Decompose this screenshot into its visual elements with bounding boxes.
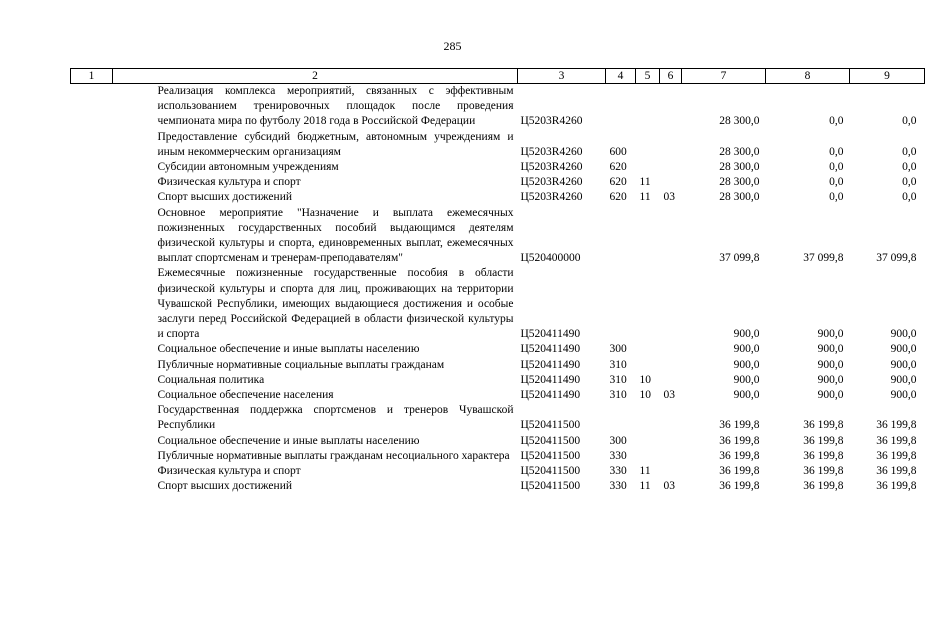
- row-value-9: 0,0: [902, 115, 917, 128]
- row-col5: 10: [639, 389, 651, 402]
- row-col4: 600: [609, 145, 627, 158]
- row-col6: [660, 206, 682, 267]
- row-value-8: 37 099,8: [803, 252, 844, 265]
- row-value-9: 36 199,8: [876, 480, 917, 493]
- row-name: Социальное обеспечение и иные выплаты населению: [157, 434, 420, 447]
- cell-empty: [71, 479, 113, 494]
- row-col6: 03: [663, 389, 675, 402]
- column-header: 9: [850, 69, 925, 84]
- row-code: Ц5203R4260: [520, 145, 583, 158]
- row-value-7: 900,0: [733, 373, 760, 386]
- row-code: Ц520411490: [520, 373, 581, 386]
- row-name: Социальное обеспечение и иные выплаты населению: [157, 343, 420, 356]
- row-col5: [636, 266, 660, 342]
- row-col4: [606, 266, 636, 342]
- row-code: Ц5203R4260: [520, 115, 583, 128]
- row-value-7: 900,0: [733, 389, 760, 402]
- row-value-8: 0,0: [829, 161, 844, 174]
- column-header: 8: [766, 69, 850, 84]
- row-col5: [636, 84, 660, 130]
- row-col6: [660, 342, 682, 357]
- header-row: [71, 69, 925, 84]
- row-name: Спорт высших достижений: [157, 480, 293, 493]
- table-row: [71, 175, 925, 190]
- row-code: Ц520400000: [520, 252, 581, 265]
- row-value-9: 37 099,8: [876, 252, 917, 265]
- cell-empty: [71, 358, 113, 373]
- row-value-8: 36 199,8: [803, 465, 844, 478]
- row-col4: 300: [609, 343, 627, 356]
- cell-empty: [71, 342, 113, 357]
- row-col5: 11: [639, 480, 651, 493]
- row-code: Ц520411500: [520, 419, 581, 432]
- table-row: [71, 206, 925, 267]
- budget-table: [70, 68, 925, 494]
- row-name: Социальная политика: [157, 373, 265, 386]
- column-header: 4: [606, 69, 636, 84]
- row-value-7: 28 300,0: [719, 176, 760, 189]
- row-value-8: 36 199,8: [803, 449, 844, 462]
- row-value-7: 28 300,0: [719, 145, 760, 158]
- row-col4: 300: [609, 434, 627, 447]
- row-col5: [636, 434, 660, 449]
- row-col4: [606, 403, 636, 433]
- table-row: [71, 342, 925, 357]
- row-value-9: 900,0: [890, 358, 917, 371]
- row-name: Публичные нормативные выплаты гражданам несоциального характера: [157, 449, 510, 462]
- row-col6: [660, 434, 682, 449]
- row-col6: [660, 449, 682, 464]
- row-value-7: 36 199,8: [719, 449, 760, 462]
- table-row: [71, 403, 925, 433]
- row-value-9: 900,0: [890, 328, 917, 341]
- row-value-8: 900,0: [817, 343, 844, 356]
- row-col6: [660, 266, 682, 342]
- row-value-7: 36 199,8: [719, 434, 760, 447]
- row-col6: [660, 464, 682, 479]
- row-col4: 310: [609, 389, 627, 402]
- row-code: Ц520411500: [520, 465, 581, 478]
- cell-empty: [71, 266, 113, 342]
- row-name: Спорт высших достижений: [157, 191, 293, 204]
- row-code: Ц520411490: [520, 389, 581, 402]
- cell-empty: [71, 373, 113, 388]
- row-col6: [660, 358, 682, 373]
- row-col5: [636, 130, 660, 160]
- row-code: Ц520411490: [520, 358, 581, 371]
- row-col6: [660, 84, 682, 130]
- table-row: [71, 388, 925, 403]
- row-col5: [636, 449, 660, 464]
- table-row: [71, 373, 925, 388]
- row-col4: 620: [609, 176, 627, 189]
- column-header: 1: [71, 69, 113, 84]
- row-name: Ежемесячные пожизненные государственные пособия в области физической культуры и спорта для лиц, проживающих на территории Чувашской Республики, имеющих выдающиеся достижения и особые заслуги перед Российской Федерацией в области физической культуры и спорта: [157, 267, 514, 341]
- row-col5: [636, 358, 660, 373]
- row-col5: 11: [639, 176, 651, 189]
- row-value-7: 900,0: [733, 343, 760, 356]
- row-value-7: 36 199,8: [719, 419, 760, 432]
- table-row: [71, 266, 925, 342]
- column-header: 3: [518, 69, 606, 84]
- row-value-7: 36 199,8: [719, 465, 760, 478]
- row-col6: [660, 373, 682, 388]
- cell-empty: [71, 130, 113, 160]
- row-code: Ц5203R4260: [520, 161, 583, 174]
- row-col5: [636, 403, 660, 433]
- table-row: [71, 358, 925, 373]
- row-col5: [636, 160, 660, 175]
- row-code: Ц520411490: [520, 343, 581, 356]
- row-col4: 620: [609, 191, 627, 204]
- cell-empty: [71, 206, 113, 267]
- column-header: 5: [636, 69, 660, 84]
- column-header: 6: [660, 69, 682, 84]
- row-col6: 03: [663, 191, 675, 204]
- cell-empty: [71, 403, 113, 433]
- table-row: [71, 160, 925, 175]
- row-value-9: 0,0: [902, 161, 917, 174]
- row-value-8: 900,0: [817, 358, 844, 371]
- row-code: Ц520411500: [520, 480, 581, 493]
- row-col6: [660, 175, 682, 190]
- row-code: Ц5203R4260: [520, 176, 583, 189]
- row-value-7: 900,0: [733, 328, 760, 341]
- page-number: 285: [443, 39, 462, 53]
- row-name: Реализация комплекса мероприятий, связанных с эффективным использованием тренировочных площадок после проведения чемпионата мира по футболу 2018 года в Российской Федерации: [157, 85, 514, 128]
- cell-empty: [71, 160, 113, 175]
- row-name: Физическая культура и спорт: [157, 176, 301, 189]
- row-col6: 03: [663, 480, 675, 493]
- cell-empty: [71, 84, 113, 130]
- row-col5: 10: [639, 373, 651, 386]
- row-name: Основное мероприятие "Назначение и выплата ежемесячных пожизненных государственных пособий выдающимся деятелям физической культуры и спорта, единовременных выплат, ежемесячных выплат спортсменам и тренерам-преподавателям": [157, 206, 514, 265]
- cell-empty: [71, 175, 113, 190]
- table-row: [71, 434, 925, 449]
- cell-empty: [71, 190, 113, 205]
- row-name: Публичные нормативные социальные выплаты гражданам: [157, 358, 445, 371]
- row-name: Физическая культура и спорт: [157, 465, 301, 478]
- row-value-8: 36 199,8: [803, 480, 844, 493]
- row-value-7: 28 300,0: [719, 115, 760, 128]
- column-header: 2: [113, 69, 518, 84]
- row-name: Социальное обеспечение населения: [157, 389, 334, 402]
- row-value-8: 900,0: [817, 328, 844, 341]
- row-col5: 11: [639, 191, 651, 204]
- column-header: 7: [682, 69, 766, 84]
- cell-empty: [71, 464, 113, 479]
- row-col4: 310: [609, 358, 627, 371]
- cell-empty: [71, 434, 113, 449]
- row-value-7: 28 300,0: [719, 161, 760, 174]
- row-value-8: 0,0: [829, 176, 844, 189]
- row-value-9: 36 199,8: [876, 434, 917, 447]
- row-value-9: 36 199,8: [876, 419, 917, 432]
- row-value-9: 900,0: [890, 373, 917, 386]
- row-code: Ц520411490: [520, 328, 581, 341]
- row-col6: [660, 403, 682, 433]
- row-value-9: 36 199,8: [876, 449, 917, 462]
- row-value-8: 36 199,8: [803, 434, 844, 447]
- table-row: [71, 479, 925, 494]
- table-row: [71, 84, 925, 130]
- row-col4: 310: [609, 373, 627, 386]
- row-name: Субсидии автономным учреждениям: [157, 161, 339, 174]
- row-value-9: 900,0: [890, 343, 917, 356]
- row-value-8: 0,0: [829, 191, 844, 204]
- row-col4: [606, 206, 636, 267]
- row-code: Ц520411500: [520, 449, 581, 462]
- row-col5: [636, 342, 660, 357]
- row-col4: 330: [609, 449, 627, 462]
- row-col6: [660, 160, 682, 175]
- table-row: [71, 464, 925, 479]
- row-col4: 620: [609, 161, 627, 174]
- row-col6: [660, 130, 682, 160]
- row-name: Предоставление субсидий бюджетным, автономным учреждениям и иным некоммерческим организациям: [157, 130, 514, 158]
- row-code: Ц520411500: [520, 434, 581, 447]
- row-value-8: 900,0: [817, 373, 844, 386]
- row-code: Ц5203R4260: [520, 191, 583, 204]
- row-value-9: 0,0: [902, 191, 917, 204]
- row-col5: [636, 206, 660, 267]
- row-value-9: 36 199,8: [876, 465, 917, 478]
- row-value-9: 900,0: [890, 389, 917, 402]
- row-value-8: 0,0: [829, 115, 844, 128]
- row-name: Государственная поддержка спортсменов и тренеров Чувашской Республики: [157, 404, 514, 432]
- row-col5: 11: [639, 465, 651, 478]
- row-value-8: 0,0: [829, 145, 844, 158]
- row-value-8: 36 199,8: [803, 419, 844, 432]
- row-value-7: 37 099,8: [719, 252, 760, 265]
- row-value-7: 900,0: [733, 358, 760, 371]
- table-row: [71, 190, 925, 205]
- cell-empty: [71, 388, 113, 403]
- row-col4: 330: [609, 480, 627, 493]
- row-col4: 330: [609, 465, 627, 478]
- row-value-9: 0,0: [902, 145, 917, 158]
- table-row: [71, 449, 925, 464]
- cell-empty: [71, 449, 113, 464]
- row-value-7: 36 199,8: [719, 480, 760, 493]
- row-value-8: 900,0: [817, 389, 844, 402]
- row-value-9: 0,0: [902, 176, 917, 189]
- table-row: [71, 130, 925, 160]
- row-value-7: 28 300,0: [719, 191, 760, 204]
- row-col4: [606, 84, 636, 130]
